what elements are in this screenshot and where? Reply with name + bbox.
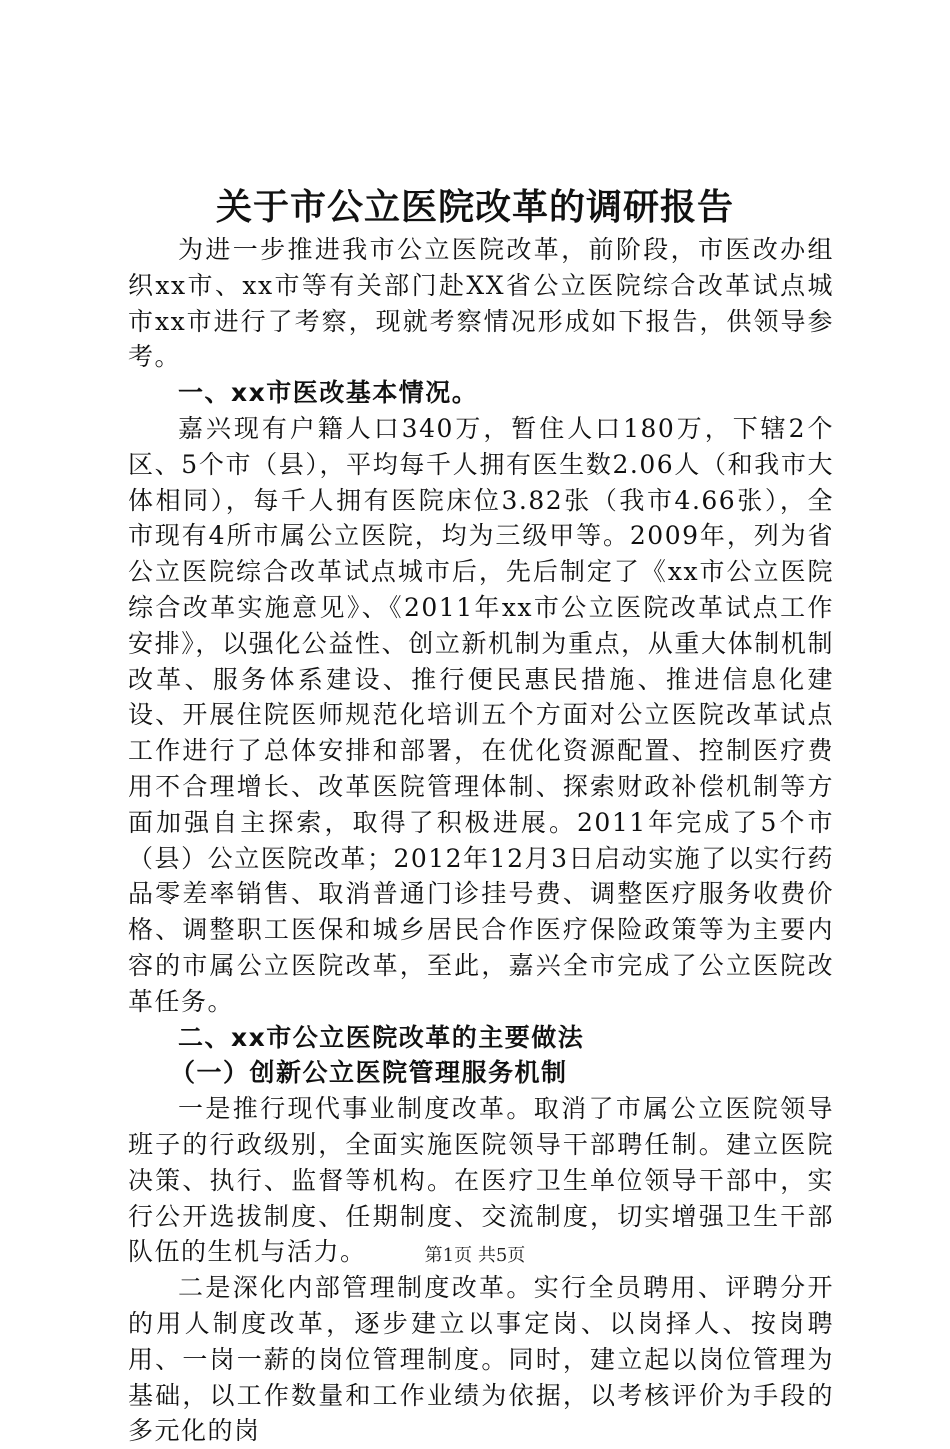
paragraph-intro: 为进一步推进我市公立医院改革，前阶段，市医改办组织xx市、xx市等有关部门赴XX省公立医院综合改革试点城市xx市进行了考察，现就考察情况形成如下报告，供领导参考。 — [128, 235, 834, 372]
page-number: 第1页 共5页 — [424, 1245, 526, 1266]
subsection-heading-1: （一）创新公立医院管理服务机制 — [170, 1058, 568, 1088]
document-title: 关于市公立医院改革的调研报告 — [215, 187, 734, 228]
section-heading-2: 二、xx市公立医院改革的主要做法 — [178, 1022, 585, 1052]
paragraph-reform-2: 二是深化内部管理制度改革。实行全员聘用、评聘分开的用人制度改革，逐步建立以事定岗、以岗择人、按岗聘用、一岗一薪的岗位管理制度。同时，建立起以岗位管理为基础，以工作数量和工作业绩为依据，以考核评价为手段的多元化的岗 — [128, 1273, 834, 1446]
paragraph-reform-1: 一是推行现代事业制度改革。取消了市属公立医院领导班子的行政级别，全面实施医院领导干部聘任制。建立医院决策、执行、监督等机构。在医疗卫生单位领导干部中，实行公开选拔制度、任期制度、交流制度，切实增强卫生干部队伍的生机与活力。 — [128, 1094, 834, 1267]
section-heading-1: 一、xx市医改基本情况。 — [178, 378, 479, 408]
paragraph-basic-situation: 嘉兴现有户籍人口340万，暂住人口180万，下辖2个区、5个市（县），平均每千人拥有医生数2.06人（和我市大体相同），每千人拥有医院床位3.82张（我市4.66张），全市现有4所市属公立医院，均为三级甲等。2009年，列为省公立医院综合改革试点城市后，先后制定了《xx市公立医院综合改革实施意见》、《2011年xx市公立医院改革试点工作安排》，以强化公益性、创立新机制为重点，从重大体制机制改革、服务体系建设、推行便民惠民措施、推进信息化建设、开展住院医师规范化培训五个方面对公立医院改革试点工作进行了总体安排和部署，在优化资源配置、控制医疗费用不合理增长、改革医院管理体制、探索财政补偿机制等方面加强自主探索，取得了积极进展。2011年完成了5个市（县）公立医院改革；2012年12月3日启动实施了以实行药品零差率销售、取消普通门诊挂号费、调整医疗服务收费价格、调整职工医保和城乡居民合作医疗保险政策等为主要内容的市属公立医院改革，至此，嘉兴全市完成了公立医院改革任务。 — [128, 413, 834, 1016]
